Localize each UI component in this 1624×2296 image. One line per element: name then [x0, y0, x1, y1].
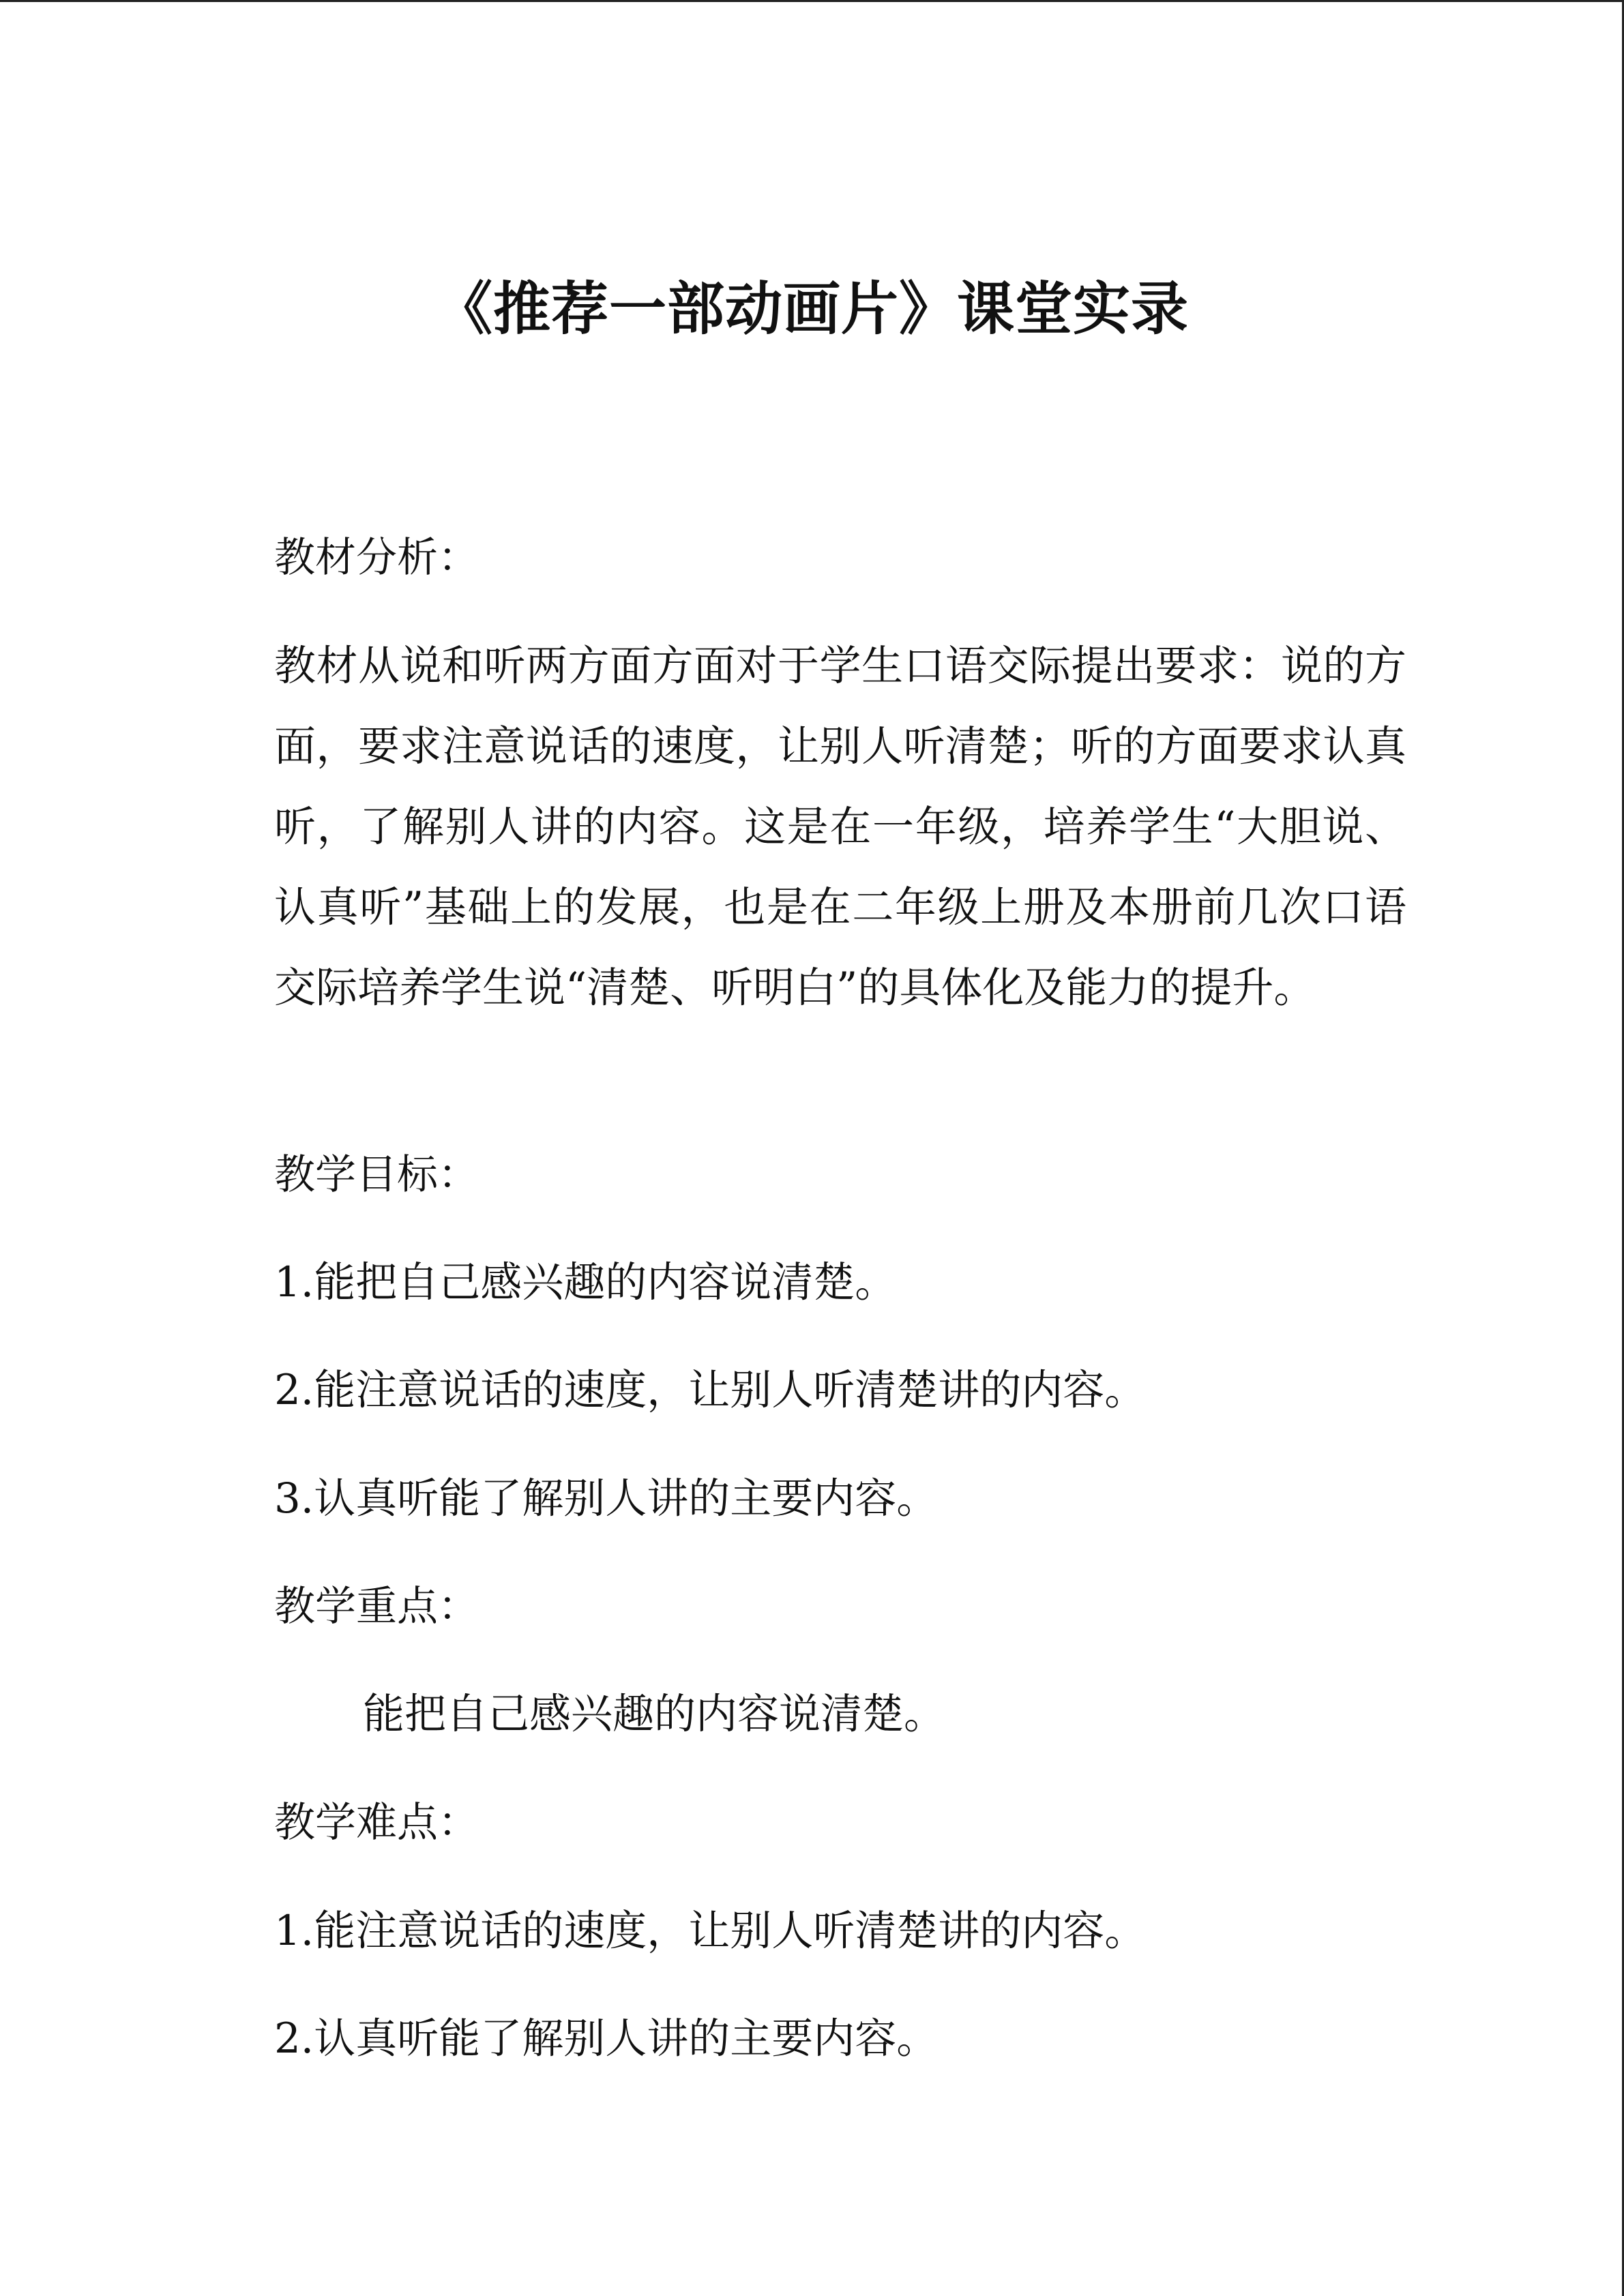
objective-item: 1.能把自己感兴趣的内容说清楚。 — [274, 1258, 897, 1307]
analysis-heading: 教材分析： — [274, 534, 479, 582]
difficulty-item: 1.能注意说话的速度，让别人听清楚讲的内容。 — [274, 1907, 1147, 1955]
objective-item: 2.能注意说话的速度，让别人听清楚讲的内容。 — [274, 1366, 1147, 1414]
document-title: 《推荐一部动画片》课堂实录 — [434, 275, 1189, 342]
difficulties-heading: 教学难点： — [274, 1799, 479, 1847]
key-points-text: 能把自己感兴趣的内容说清楚。 — [363, 1690, 946, 1738]
analysis-paragraph: 教材从说和听两方面方面对于学生口语交际提出要求：说的方面，要求注意说话的速度，让别人听清楚；听的方面要求认真听，了解别人讲的内容。这是在一年级，培养学生“大胆说、认真听”基础上的发展，也是在二年级上册及本册前几次口语交际培养学生说“清楚、听明白”的具体化及能力的提升。 — [274, 642, 1406, 1012]
key-points-heading: 教学重点： — [274, 1583, 479, 1630]
objectives-heading: 教学目标： — [274, 1151, 479, 1199]
objective-item: 3.认真听能了解别人讲的主要内容。 — [274, 1474, 939, 1523]
difficulty-item: 2.认真听能了解别人讲的主要内容。 — [274, 2014, 939, 2063]
